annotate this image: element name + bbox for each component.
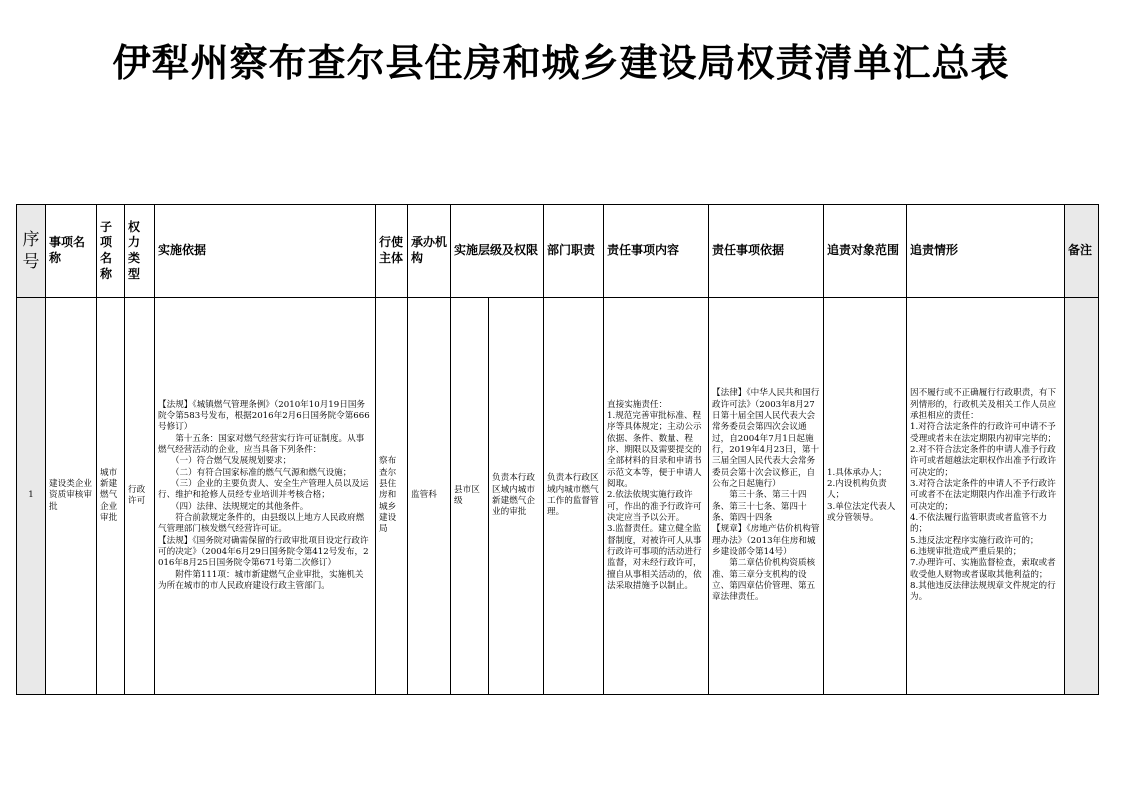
cell-seq: 1 [17,298,46,695]
header-row [17,205,1099,298]
header-sub-item: 子项名称 [97,205,125,298]
cell-dept-duty: 负责本行政区域内城市燃气工作的监督管理。 [544,298,604,695]
header-dept-duty: 部门职责 [544,205,604,298]
cell-remark [1065,298,1099,695]
cell-resp-basis: 【法律】《中华人民共和国行政许可法》（2003年8月27日第十届全国人民代表大会常务委员会第四次会议通过，自2004年7月1日起施行，2019年4月23日，第十三届全国人民代表大会常务委员会第十次会议修正，自公布之日起施行） 第三十条、第三十四条、第三十七条、第四十条、第四十四条 【规章】《房地产估价机构管理办法》（2013年住房和城乡建设部令第14号） 第二章估价机构资质核准、第三章分支机构的设立、第四章估价管理、第五章法律责任。 [709,298,824,695]
header-level: 实施层级及权限 [451,205,544,298]
header-scope: 追责对象范围 [824,205,907,298]
header-remark: 备注 [1065,205,1099,298]
cell-subject: 察布查尔县住房和城乡建设局 [376,298,408,695]
cell-item-name: 建设类企业资质审核审批 [46,298,97,695]
header-resp-basis: 责任事项依据 [709,205,824,298]
cell-resp-content: 直接实施责任： 1.规范完善审批标准、程序等具体规定；主动公示依据、条件、数量、程序、期限以及需要提交的全部材料的目录和申请书示范文本等，便于申请人阅取。 2.依法依规实施行政许可，作出的准予行政许可决定应当予以公开。 3.监督责任。建立健全监督制度，对被许可人从事行政许可事项的活动进行监督，对未经行政许可，擅自从事相关活动的，依法采取措施予以制止。 [604,298,709,695]
page-title: 伊犁州察布查尔县住房和城乡建设局权责清单汇总表 [112,41,1010,85]
header-agency: 承办机构 [408,205,451,298]
cell-scope: 1.具体承办人； 2.内设机构负责人； 3.单位法定代表人或分管领导。 [824,298,907,695]
cell-level-a: 县市区级 [451,298,489,695]
cell-basis: 【法规】《城镇燃气管理条例》（2010年10月19日国务院令第583号发布，根据2016年2月6日国务院令第666号修订） 第十五条：国家对燃气经营实行许可证制度。从事燃气经营活动的企业，应当具备下列条件： （一）符合燃气发展规划要求； （二）有符合国家标准的燃气气源和燃气设施； （三）企业的主要负责人、安全生产管理人员以及运行、维护和抢修人员经专业培训并考核合格； （四）法律、法规规定的其他条件。 符合前款规定条件的，由县级以上地方人民政府燃气管理部门核发燃气经营许可证。 【法规】《国务院对确需保留的行政审批项目设定行政许可的决定》（2004年6月29日国务院令第412号发布，2016年8月25日国务院令第671号第二次修订） 附件第111项：城市新建燃气企业审批，实施机关为所在城市的市人民政府建设行政主管部门。 [155,298,376,695]
header-resp-content: 责任事项内容 [604,205,709,298]
header-basis: 实施依据 [155,205,376,298]
responsibility-table [16,204,1099,695]
header-situation: 追责情形 [907,205,1065,298]
cell-agency: 监管科 [408,298,451,695]
header-power-type: 权力类型 [125,205,155,298]
cell-power-type: 行政许可 [125,298,155,695]
header-seq: 序号 [17,205,46,298]
header-item-name: 事项名称 [46,205,97,298]
cell-situation: 因不履行或不正确履行行政职责，有下列情形的，行政机关及相关工作人员应承担相应的责任： 1.对符合法定条件的行政许可申请不予受理或者未在法定期限内初审完毕的； 2.对不符合法定条件的申请人准予行政许可或者超越法定职权作出准予行政许可决定的； 3.对符合法定条件的申请人不予行政许可或者不在法定期限内作出准予行政许可决定的； 4.不依法履行监管职责或者监管不力的； 5.违反法定程序实施行政许可的； 6.违规审批造成严重后果的； 7.办理许可、实施监督检查，索取或者收受他人财物或者谋取其他利益的； 8.其他违反法律法规规章文件规定的行为。 [907,298,1065,695]
cell-level-b: 负责本行政区域内城市新建燃气企业的审批 [489,298,544,695]
cell-sub-item: 城市新建燃气企业审批 [97,298,125,695]
header-subject: 行使主体 [376,205,408,298]
table-row [17,298,1099,695]
